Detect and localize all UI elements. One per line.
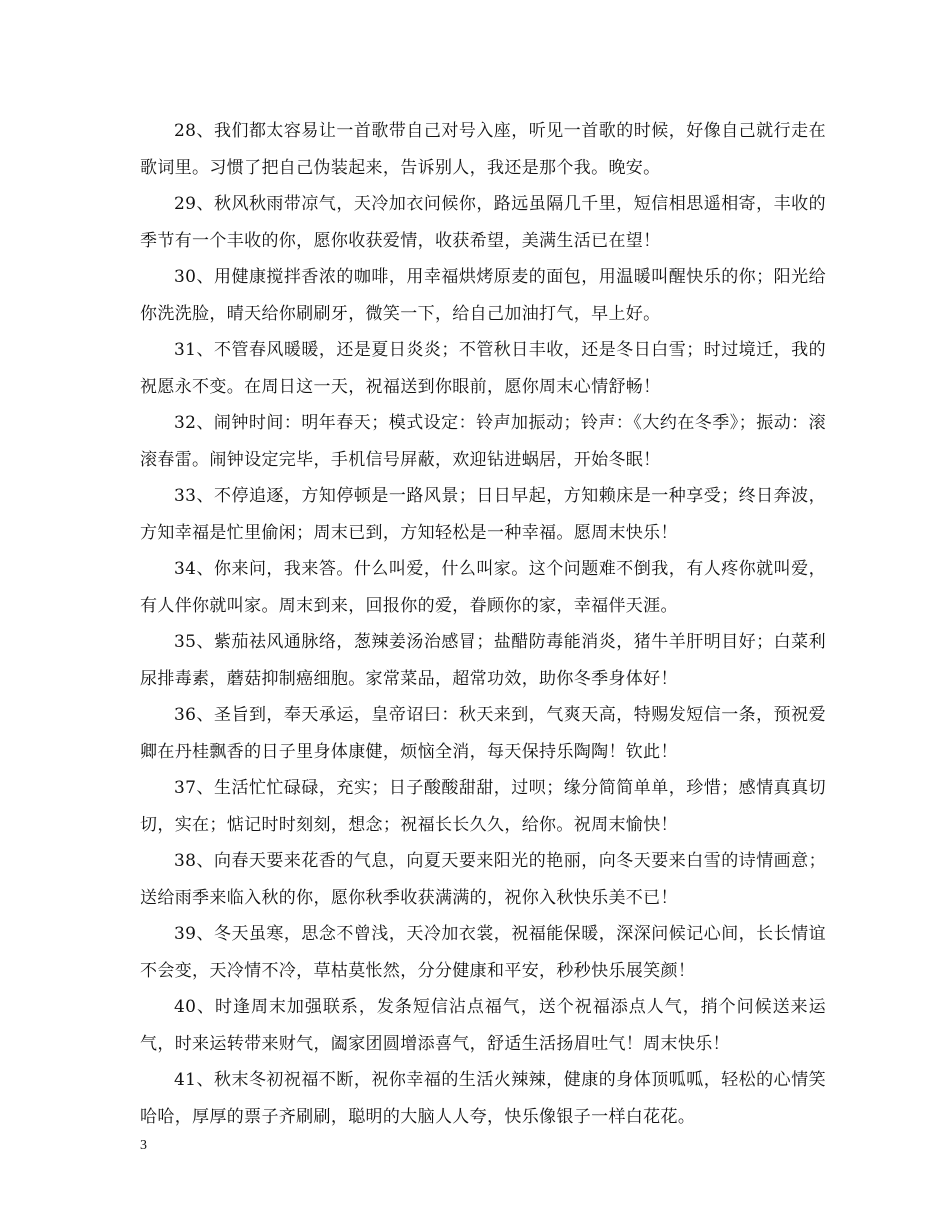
paragraph-28: 28、我们都太容易让一首歌带自己对号入座，听见一首歌的时候，好像自己就行走在歌词里。习惯了把自己伪装起来，告诉别人，我还是那个我。晚安。 xyxy=(140,121,826,178)
document-body xyxy=(140,113,826,1135)
paragraph-36: 36、圣旨到，奉天承运，皇帝诏曰：秋天来到，气爽天高，特赐发短信一条，预祝爱卿在丹桂飘香的日子里身体康健，烦恼全消，每天保持乐陶陶！钦此！ xyxy=(140,705,826,762)
paragraph-35: 35、紫茄祛风通脉络，葱辣姜汤治感冒；盐醋防毒能消炎，猪牛羊肝明目好；白菜利尿排毒素，蘑菇抑制癌细胞。家常菜品，超常功效，助你冬季身体好！ xyxy=(140,632,826,689)
page-number: 3 xyxy=(140,1138,147,1153)
paragraph-32: 32、闹钟时间：明年春天；模式设定：铃声加振动；铃声：《大约在冬季》；振动：滚滚春雷。闹钟设定完毕，手机信号屏蔽，欢迎钻进蜗居，开始冬眠！ xyxy=(140,413,826,470)
paragraph-34: 34、你来问，我来答。什么叫爱，什么叫家。这个问题难不倒我，有人疼你就叫爱，有人伴你就叫家。周末到来，回报你的爱，眷顾你的家，幸福伴天涯。 xyxy=(140,559,826,616)
paragraph-31: 31、不管春风暖暖，还是夏日炎炎；不管秋日丰收，还是冬日白雪；时过境迁，我的祝愿永不变。在周日这一天，祝福送到你眼前，愿你周末心情舒畅！ xyxy=(140,340,826,397)
paragraph-33: 33、不停追逐，方知停顿是一路风景；日日早起，方知赖床是一种享受；终日奔波，方知幸福是忙里偷闲；周末已到，方知轻松是一种幸福。愿周末快乐！ xyxy=(140,486,826,543)
paragraph-38: 38、向春天要来花香的气息，向夏天要来阳光的艳丽，向冬天要来白雪的诗情画意；送给雨季来临入秋的你，愿你秋季收获满满的，祝你入秋快乐美不已！ xyxy=(140,851,826,908)
paragraph-39: 39、冬天虽寒，思念不曾浅，天冷加衣裳，祝福能保暖，深深问候记心间，长长情谊不会变，天冷情不冷，草枯莫怅然，分分健康和平安，秒秒快乐展笑颜！ xyxy=(140,924,826,981)
paragraph-41: 41、秋末冬初祝福不断，祝你幸福的生活火辣辣，健康的身体顶呱呱，轻松的心情笑哈哈，厚厚的票子齐刷刷，聪明的大脑人人夸，快乐像银子一样白花花。 xyxy=(140,1070,826,1127)
paragraph-29: 29、秋风秋雨带凉气，天冷加衣问候你，路远虽隔几千里，短信相思遥相寄，丰收的季节有一个丰收的你，愿你收获爱情，收获希望，美满生活已在望！ xyxy=(140,194,826,251)
paragraph-37: 37、生活忙忙碌碌，充实；日子酸酸甜甜，过呗；缘分简简单单，珍惜；感情真真切切，实在；惦记时时刻刻，想念；祝福长长久久，给你。祝周末愉快！ xyxy=(140,778,826,835)
paragraph-40: 40、时逢周末加强联系，发条短信沾点福气，送个祝福添点人气，捎个问候送来运气，时来运转带来财气，阖家团圆增添喜气，舒适生活扬眉吐气！周末快乐！ xyxy=(140,997,826,1054)
paragraph-30: 30、用健康搅拌香浓的咖啡，用幸福烘烤原麦的面包，用温暖叫醒快乐的你；阳光给你洗洗脸，晴天给你刷刷牙，微笑一下，给自己加油打气，早上好。 xyxy=(140,267,826,324)
